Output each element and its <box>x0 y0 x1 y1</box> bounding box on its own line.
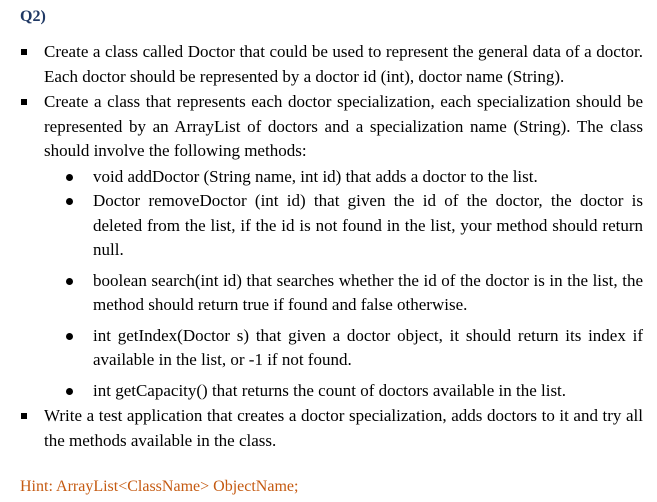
method-item <box>0 165 643 190</box>
bullet-item <box>0 404 657 453</box>
square-bullet-icon <box>21 49 27 55</box>
method-item <box>0 189 643 263</box>
bullet-text: Create a class that represents each doctor specialization, each specialization should be represented by an ArrayList of doctors and a specialization name (String). The class should involve the following methods: <box>44 92 643 160</box>
method-item <box>0 269 643 318</box>
square-bullet-icon <box>21 99 27 105</box>
round-bullet-icon <box>66 278 73 285</box>
bullet-item <box>0 90 657 403</box>
bullet-text: Write a test application that creates a doctor specialization, adds doctors to it and try all the methods available in the class. <box>44 406 643 450</box>
hint-text: Hint: ArrayList<ClassName> ObjectName; <box>20 478 299 495</box>
methods-list <box>44 165 643 404</box>
method-item <box>0 324 643 373</box>
round-bullet-icon <box>66 388 73 395</box>
square-bullet-icon <box>21 413 27 419</box>
method-text: int getIndex(Doctor s) that given a doctor object, it should return its index if available in the list, or -1 if not found. <box>93 325 643 369</box>
round-bullet-icon <box>66 198 73 205</box>
method-text: Doctor removeDoctor (int id) that given the id of the doctor, the doctor is deleted from the list, if the id is not found in the list, your method should return null. <box>93 191 643 259</box>
method-item <box>0 379 643 404</box>
method-text: void addDoctor (String name, int id) that adds a doctor to the list. <box>93 166 538 186</box>
bullet-text: Create a class called Doctor that could be used to represent the general data of a doctor. Each doctor should be represented by a doctor id (int), doctor name (String). <box>44 42 643 86</box>
method-text: int getCapacity() that returns the count of doctors available in the list. <box>93 380 567 400</box>
bullet-item <box>0 40 657 89</box>
round-bullet-icon <box>66 174 73 181</box>
requirements-list <box>0 40 657 453</box>
method-text: boolean search(int id) that searches whether the id of the doctor is in the list, the method should return true if found and false otherwise. <box>93 270 643 314</box>
round-bullet-icon <box>66 333 73 340</box>
question-heading: Q2) <box>20 8 46 25</box>
